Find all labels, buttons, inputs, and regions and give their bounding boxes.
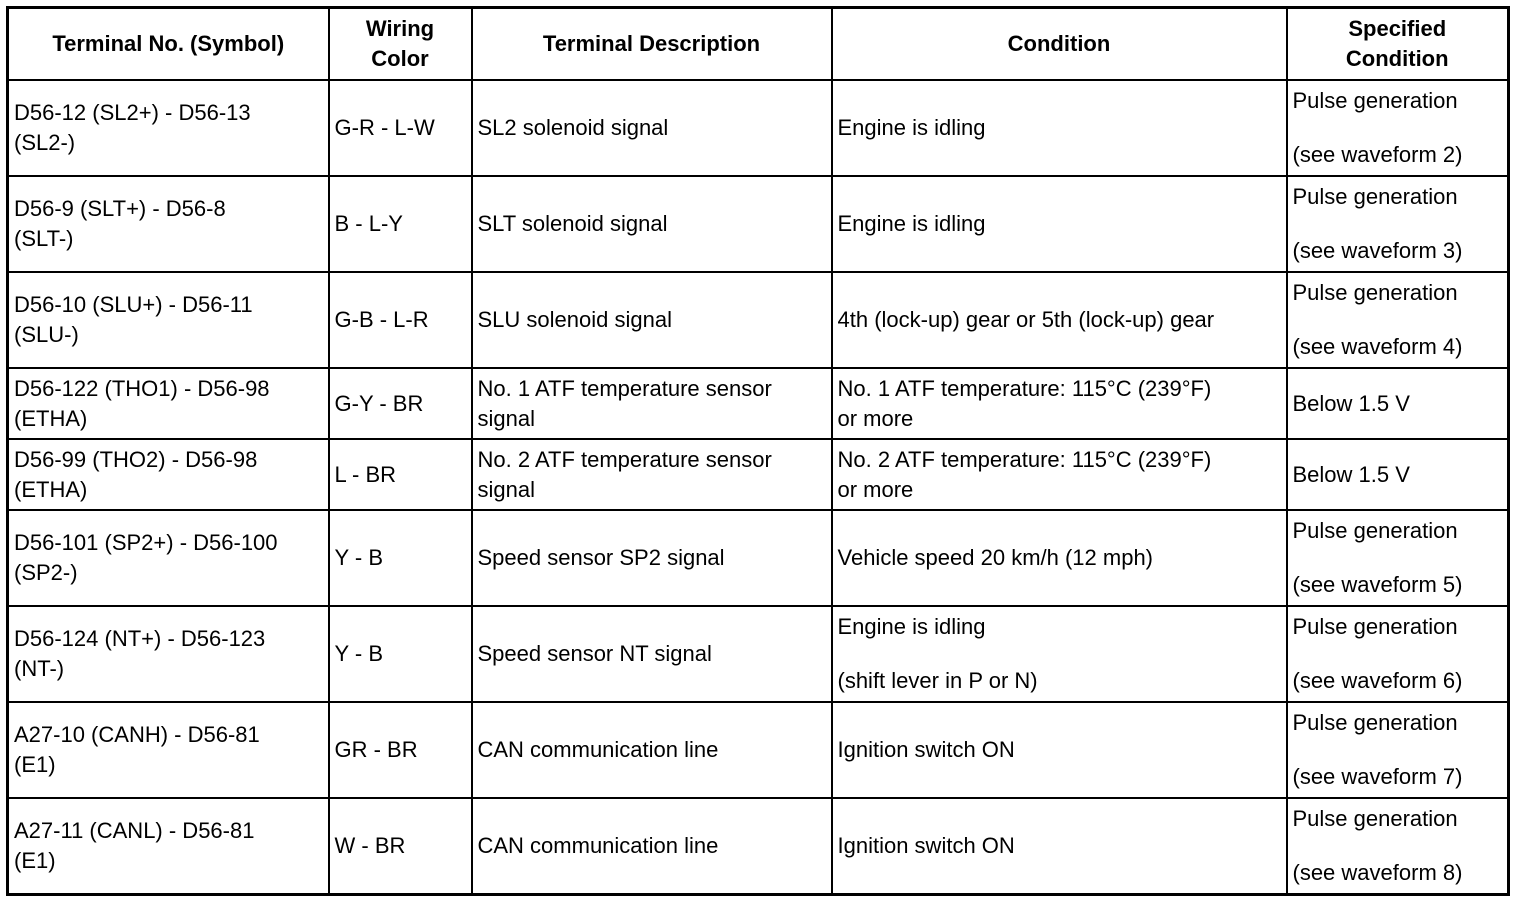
- description-cell: No. 2 ATF temperature sensor signal: [472, 439, 832, 510]
- description-cell: CAN communication line: [472, 798, 832, 894]
- condition-cell: Ignition switch ON: [832, 798, 1287, 894]
- description-cell: No. 1 ATF temperature sensor signal: [472, 368, 832, 439]
- wiring-cell: Y - B: [329, 510, 472, 606]
- condition-cell: Ignition switch ON: [832, 702, 1287, 798]
- table-row: [8, 510, 1509, 606]
- spec-cell: Pulse generation (see waveform 4): [1287, 272, 1509, 368]
- terminal-table-sheet: [6, 6, 1507, 906]
- terminal-cell: A27-11 (CANL) - D56-81 (E1): [8, 798, 329, 894]
- description-cell: CAN communication line: [472, 702, 832, 798]
- description-cell: SLT solenoid signal: [472, 176, 832, 272]
- terminal-cell: D56-99 (THO2) - D56-98 (ETHA): [8, 439, 329, 510]
- wiring-cell: G-B - L-R: [329, 272, 472, 368]
- terminal-table: [6, 6, 1510, 896]
- condition-cell: No. 2 ATF temperature: 115°C (239°F) or more: [832, 439, 1287, 510]
- header-row: [8, 8, 1509, 81]
- spec-cell: Pulse generation (see waveform 2): [1287, 80, 1509, 176]
- description-cell: SLU solenoid signal: [472, 272, 832, 368]
- spec-cell: Pulse generation (see waveform 3): [1287, 176, 1509, 272]
- condition-cell: Engine is idling (shift lever in P or N): [832, 606, 1287, 702]
- condition-cell: 4th (lock-up) gear or 5th (lock-up) gear: [832, 272, 1287, 368]
- spec-cell: Pulse generation (see waveform 5): [1287, 510, 1509, 606]
- table-row: [8, 702, 1509, 798]
- table-row: [8, 80, 1509, 176]
- table-row: [8, 798, 1509, 894]
- wiring-cell: W - BR: [329, 798, 472, 894]
- terminal-cell: A27-10 (CANH) - D56-81 (E1): [8, 702, 329, 798]
- header-description: Terminal Description: [472, 8, 832, 81]
- terminal-cell: D56-124 (NT+) - D56-123 (NT-): [8, 606, 329, 702]
- wiring-cell: GR - BR: [329, 702, 472, 798]
- terminal-cell: D56-9 (SLT+) - D56-8 (SLT-): [8, 176, 329, 272]
- wiring-cell: G-R - L-W: [329, 80, 472, 176]
- description-cell: Speed sensor SP2 signal: [472, 510, 832, 606]
- header-spec: Specified Condition: [1287, 8, 1509, 81]
- spec-cell: Pulse generation (see waveform 8): [1287, 798, 1509, 894]
- wiring-cell: Y - B: [329, 606, 472, 702]
- spec-cell: Pulse generation (see waveform 6): [1287, 606, 1509, 702]
- terminal-cell: D56-12 (SL2+) - D56-13 (SL2-): [8, 80, 329, 176]
- spec-cell: Pulse generation (see waveform 7): [1287, 702, 1509, 798]
- table-row: [8, 439, 1509, 510]
- table-row: [8, 272, 1509, 368]
- table-row: [8, 606, 1509, 702]
- table-row: [8, 368, 1509, 439]
- condition-cell: Engine is idling: [832, 80, 1287, 176]
- condition-cell: Engine is idling: [832, 176, 1287, 272]
- wiring-cell: L - BR: [329, 439, 472, 510]
- description-cell: Speed sensor NT signal: [472, 606, 832, 702]
- terminal-cell: D56-10 (SLU+) - D56-11 (SLU-): [8, 272, 329, 368]
- terminal-cell: D56-101 (SP2+) - D56-100 (SP2-): [8, 510, 329, 606]
- header-condition: Condition: [832, 8, 1287, 81]
- condition-cell: No. 1 ATF temperature: 115°C (239°F) or more: [832, 368, 1287, 439]
- condition-cell: Vehicle speed 20 km/h (12 mph): [832, 510, 1287, 606]
- wiring-cell: G-Y - BR: [329, 368, 472, 439]
- table-row: [8, 176, 1509, 272]
- terminal-cell: D56-122 (THO1) - D56-98 (ETHA): [8, 368, 329, 439]
- spec-cell: Below 1.5 V: [1287, 368, 1509, 439]
- wiring-cell: B - L-Y: [329, 176, 472, 272]
- spec-cell: Below 1.5 V: [1287, 439, 1509, 510]
- description-cell: SL2 solenoid signal: [472, 80, 832, 176]
- header-terminal: Terminal No. (Symbol): [8, 8, 329, 81]
- header-wiring: Wiring Color: [329, 8, 472, 81]
